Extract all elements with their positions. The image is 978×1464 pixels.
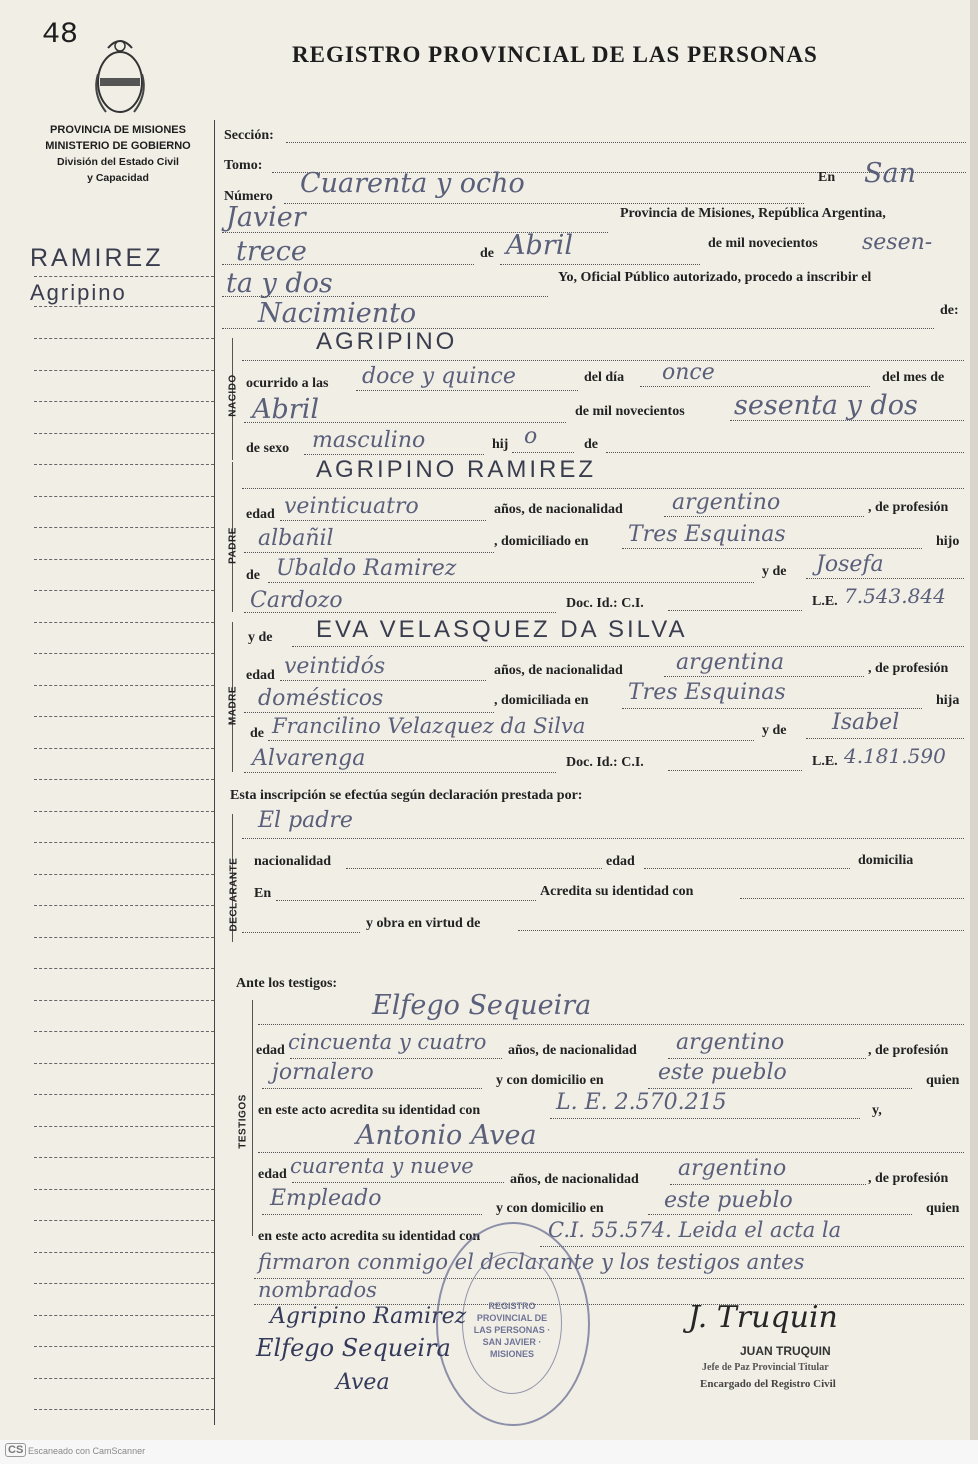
label-acredita: Acredita su identidad con (540, 884, 694, 899)
margin-line (34, 653, 214, 654)
margin-line (34, 1000, 214, 1001)
margin-line (34, 496, 214, 497)
label-padre: PADRE (227, 527, 239, 564)
label-domiciliado: , domiciliado en (494, 534, 589, 549)
division-name: División del Estado Civil (57, 156, 179, 168)
label-anos-nac-madre: años, de nacionalidad (494, 663, 623, 678)
field-testigo1-doc: L. E. 2.570.215 (556, 1090, 727, 1115)
margin-line (34, 276, 214, 277)
label-profesion-t1: , de profesión (868, 1043, 949, 1058)
label-madre: MADRE (227, 685, 239, 726)
field-hora: doce y quince (362, 364, 516, 389)
label-y-de-m: y de (762, 723, 787, 738)
margin-surname: RAMIREZ (30, 244, 164, 272)
margin-line (34, 1252, 214, 1253)
label-le-madre: L.E. (812, 754, 838, 769)
label-edad-padre: edad (246, 507, 275, 522)
margin-line (34, 1283, 214, 1284)
label-de-mil-2: de mil novecientos (575, 404, 685, 419)
seal-text: REGISTRO PROVINCIAL DE LAS PERSONAS · SAN JAVIER · MISIONES (473, 1301, 551, 1359)
official-title-1: Jefe de Paz Provincial Titular (702, 1362, 829, 1373)
label-seccion: Sección: (224, 128, 274, 143)
margin-line (34, 622, 214, 623)
field-hijo-de: o (524, 424, 538, 449)
margin-line (34, 1063, 214, 1064)
margin-line (34, 874, 214, 875)
label-edad-madre: edad (246, 668, 275, 683)
field-abuela-materna: Isabel (832, 710, 900, 735)
margin-line (34, 464, 214, 465)
field-numero: Cuarenta y ocho (300, 168, 525, 199)
label-provincia: Provincia de Misiones, República Argentina, (620, 206, 886, 221)
signature-father: Agripino Ramirez (270, 1304, 467, 1329)
margin-given-name: Agripino (30, 280, 127, 305)
field-nombre: AGRIPINO (316, 328, 458, 355)
label-de-sexo: de sexo (246, 441, 290, 456)
page-number: 48 (42, 18, 79, 52)
field-testigo1-nombre: Elfego Sequeira (372, 990, 592, 1021)
field-testigo1-nacionalidad: argentino (676, 1030, 785, 1055)
field-abuelo-materno: Francilino Velazquez da Silva (272, 714, 586, 738)
margin-line (34, 1126, 214, 1127)
official-title-2: Encargado del Registro Civil (700, 1378, 836, 1390)
field-padre-domicilio: Tres Esquinas (628, 522, 786, 547)
label-domicilio-t2: y con domicilio en (496, 1201, 604, 1216)
field-padre-profesion: albañil (258, 526, 334, 551)
field-mes-nac: Abril (252, 394, 319, 425)
margin-line (34, 1157, 214, 1158)
signature-witness-1: Elfego Sequeira (256, 1334, 451, 1362)
margin-line (34, 937, 214, 938)
field-testigo2-nacionalidad: argentino (678, 1156, 787, 1181)
margin-line (34, 590, 214, 591)
field-dia-nac: once (662, 360, 715, 385)
label-le-padre: L.E. (812, 594, 838, 609)
label-hija: hija (936, 693, 960, 708)
field-abuela-materna-2: Alvarenga (252, 746, 366, 771)
field-testigo2-domicilio: este pueblo (664, 1188, 793, 1213)
label-profesion-t2: , de profesión (868, 1171, 949, 1186)
label-domiciliada: , domiciliada en (494, 693, 589, 708)
label-quien-t2: quien (926, 1201, 960, 1216)
margin-line (34, 559, 214, 560)
label-domicilia: domicilia (858, 853, 914, 868)
label-doc-id-madre: Doc. Id.: C.I. (566, 755, 644, 770)
margin-line (34, 716, 214, 717)
label-anos-nac-t2: años, de nacionalidad (510, 1172, 639, 1187)
field-testigo2-edad: cuarenta y nueve (290, 1154, 474, 1178)
field-lugar-2: Javier (226, 202, 306, 233)
margin-line (34, 401, 214, 402)
field-abuela-paterna-2: Cardozo (250, 588, 343, 613)
margin-line (34, 370, 214, 371)
coat-of-arms-icon (88, 34, 152, 118)
field-acto: Nacimiento (258, 298, 417, 329)
label-edad-t1: edad (256, 1043, 285, 1058)
page-title: REGISTRO PROVINCIAL DE LAS PERSONAS (292, 42, 818, 67)
label-acredita-t1: en este acto acredita su identidad con (258, 1103, 481, 1118)
official-name: JUAN TRUQUIN (740, 1344, 831, 1358)
scanner-footer (0, 1440, 978, 1464)
label-testigos: TESTIGOS (237, 1094, 249, 1149)
field-testigo2-doc: C.I. 55.574. Leida el acta la (548, 1218, 842, 1242)
label-edad-t2: edad (258, 1167, 287, 1182)
margin-line (34, 905, 214, 906)
camscanner-logo-icon: CS (5, 1443, 26, 1457)
field-anio-nac: sesenta y dos (734, 390, 918, 421)
label-en-declarante: En (254, 886, 272, 901)
label-esta-inscripcion: Esta inscripción se efectúa según declaración prestada por: (230, 788, 583, 803)
margin-line (34, 1409, 214, 1410)
label-de-colon: de: (940, 303, 959, 318)
label-nacido: NACIDO (227, 374, 239, 417)
field-cierre-1: firmaron conmigo el declarante y los testigos antes (258, 1250, 805, 1274)
field-madre-le: 4.181.590 (844, 744, 946, 768)
field-madre-profesion: domésticos (258, 686, 384, 711)
margin-line (34, 1346, 214, 1347)
field-mes-acta: Abril (506, 230, 573, 261)
label-ante-testigos: Ante los testigos: (236, 976, 338, 991)
field-sexo: masculino (312, 428, 426, 453)
margin-line (34, 685, 214, 686)
label-tomo: Tomo: (224, 158, 263, 173)
margin-line (34, 779, 214, 780)
province-name: PROVINCIA DE MISIONES (50, 124, 186, 136)
testigos-bar (252, 1000, 253, 1236)
label-de-abuelo-m: de (250, 726, 264, 741)
field-padre-nombre: AGRIPINO RAMIREZ (316, 456, 597, 483)
field-abuela-paterna: Josefa (816, 552, 884, 577)
margin-line (34, 1189, 214, 1190)
field-testigo1-edad: cincuenta y cuatro (288, 1030, 487, 1054)
signature-official: J. Truquin (688, 1300, 838, 1335)
field-testigo2-nombre: Antonio Avea (356, 1120, 537, 1151)
label-y-comma: y, (872, 1103, 882, 1118)
label-acredita-t2: en este acto acredita su identidad con (258, 1229, 481, 1244)
field-padre-nacionalidad: argentino (672, 490, 781, 515)
field-declarante: El padre (258, 808, 353, 833)
field-anio-acta: sesen- (862, 230, 933, 255)
division-name-2: y Capacidad (87, 172, 149, 184)
field-dia-acta: trece (236, 236, 307, 267)
margin-line (34, 1094, 214, 1095)
label-de-2: de (584, 437, 598, 452)
field-testigo1-domicilio: este pueblo (658, 1060, 787, 1085)
issuer-block (22, 122, 214, 186)
margin-line (34, 433, 214, 434)
label-nacionalidad-declarante: nacionalidad (254, 854, 332, 869)
field-madre-nombre: EVA VELASQUEZ DA SILVA (316, 616, 688, 643)
label-doc-id-padre: Doc. Id.: C.I. (566, 596, 644, 611)
margin-line (34, 811, 214, 812)
label-yo-oficial: Yo, Oficial Público autorizado, procedo a inscribir el (558, 270, 872, 285)
margin-line (34, 306, 214, 307)
signature-witness-2: Avea (336, 1370, 390, 1395)
margin-divider (214, 120, 215, 1425)
label-del-mes: del mes de (882, 370, 945, 385)
label-edad-declarante: edad (606, 854, 635, 869)
field-padre-edad: veinticuatro (284, 494, 419, 519)
field-madre-nacionalidad: argentina (676, 650, 785, 675)
field-testigo2-profesion: Empleado (270, 1186, 382, 1211)
margin-line (34, 748, 214, 749)
label-quien-t1: quien (926, 1073, 960, 1088)
label-de-mil: de mil novecientos (708, 236, 818, 251)
margin-line (34, 1378, 214, 1379)
label-y-de-p: y de (762, 564, 787, 579)
label-anos-nac-t1: años, de nacionalidad (508, 1043, 637, 1058)
label-numero: Número (224, 189, 273, 204)
label-domicilio-t1: y con domicilio en (496, 1073, 604, 1088)
field-anio-acta-2: ta y dos (226, 268, 333, 299)
field-cierre-2: nombrados (258, 1278, 377, 1302)
ministry-name: MINISTERIO DE GOBIERNO (45, 140, 191, 152)
margin-line (34, 338, 214, 339)
margin-line (34, 1220, 214, 1221)
label-y-de-madre: y de (248, 630, 273, 645)
field-madre-domicilio: Tres Esquinas (628, 680, 786, 705)
label-del-dia: del día (584, 370, 625, 385)
field-lugar: San (864, 158, 916, 189)
field-testigo1-profesion: jornalero (272, 1060, 374, 1085)
margin-line (34, 527, 214, 528)
field-padre-le: 7.543.844 (844, 584, 946, 608)
margin-line (34, 842, 214, 843)
field-madre-edad: veintidós (284, 654, 386, 679)
label-de-abuelo-p: de (246, 568, 260, 583)
label-de: de (480, 246, 494, 261)
label-anos-nac-padre: años, de nacionalidad (494, 502, 623, 517)
label-y-obra: y obra en virtud de (366, 916, 481, 931)
margin-line (34, 968, 214, 969)
label-hijo: hijo (936, 534, 960, 549)
label-declarante: DECLARANTE (228, 857, 240, 932)
label-hij: hij (492, 437, 509, 452)
label-profesion-padre: , de profesión (868, 500, 949, 515)
margin-line (34, 1031, 214, 1032)
margin-line (34, 1315, 214, 1316)
label-en: En (818, 170, 836, 185)
camscanner-text: Escaneado con CamScanner (28, 1446, 146, 1456)
field-abuelo-paterno: Ubaldo Ramirez (276, 556, 457, 581)
label-profesion-madre: , de profesión (868, 661, 949, 676)
label-ocurrido: ocurrido a las (246, 376, 329, 391)
